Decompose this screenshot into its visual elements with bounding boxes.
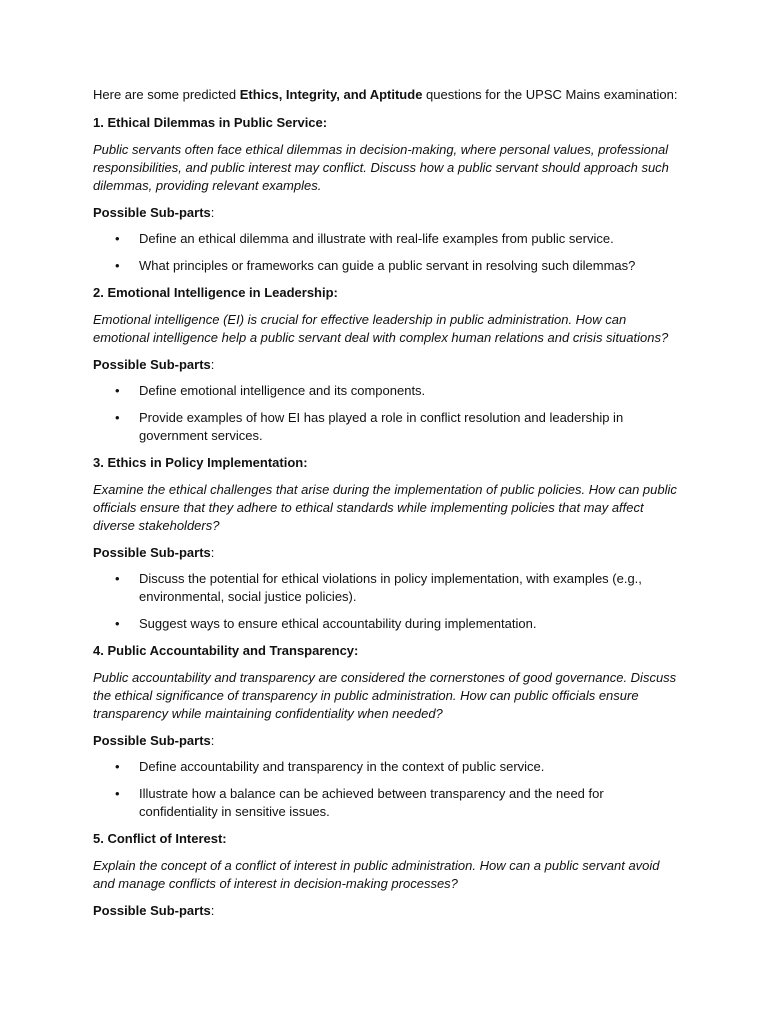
- sub-parts-label: Possible Sub-parts:: [93, 545, 215, 560]
- bullet-icon: •: [115, 258, 120, 273]
- list-item: • Define emotional intelligence and its components.: [115, 383, 426, 398]
- bullet-icon: •: [115, 759, 120, 774]
- question-title: 3. Ethics in Policy Implementation:: [93, 455, 308, 470]
- sub-parts-label: Possible Sub-parts:: [93, 205, 215, 220]
- question-text: Examine the ethical challenges that arise during the implementation of public policies. How can public officials ensure that they adhere to ethical standards while implementing policies that may affect diverse stakeholders?: [93, 482, 677, 533]
- sub-parts-label: Possible Sub-parts:: [93, 733, 215, 748]
- list-item: • Define accountability and transparency in the context of public service.: [115, 759, 545, 774]
- sub-parts-list: [93, 758, 683, 821]
- question-5: [93, 830, 683, 920]
- question-text: Public servants often face ethical dilemmas in decision-making, where personal values, professional responsibilities, and public interest may conflict. Discuss how a public servant should approach such dilemmas, providing relevant examples.: [93, 142, 669, 193]
- list-item: • Define an ethical dilemma and illustrate with real-life examples from public service.: [115, 231, 614, 246]
- bullet-icon: •: [115, 571, 120, 586]
- bullet-icon: •: [115, 786, 120, 801]
- list-item: • Provide examples of how EI has played a role in conflict resolution and leadership in government services.: [115, 410, 624, 443]
- list-item: • Discuss the potential for ethical violations in policy implementation, with examples (e.g., environmental, social justice policies).: [115, 571, 642, 604]
- list-item: • What principles or frameworks can guide a public servant in resolving such dilemmas?: [115, 258, 636, 273]
- intro-text-before: Here are some predicted: [93, 87, 240, 102]
- question-text: Public accountability and transparency are considered the cornerstones of good governance. Discuss the ethical significance of transparency in public administration. How can public officials ensure transparency while maintaining confidentiality when needed?: [93, 670, 677, 721]
- intro-text-bold: Ethics, Integrity, and Aptitude: [239, 87, 423, 102]
- bullet-icon: •: [115, 410, 120, 425]
- sub-parts-label: Possible Sub-parts:: [93, 903, 215, 918]
- question-text: Emotional intelligence (EI) is crucial for effective leadership in public administration. How can emotional intelligence help a public servant deal with complex human relations and crisis situations?: [93, 312, 669, 345]
- list-item: • Illustrate how a balance can be achieved between transparency and the need for confidentiality in sensitive issues.: [115, 786, 604, 819]
- bullet-icon: •: [115, 616, 120, 631]
- sub-parts-label: Possible Sub-parts:: [93, 357, 215, 372]
- question-1: [93, 114, 683, 275]
- document-page: [93, 86, 683, 920]
- sub-parts-list: [93, 230, 683, 275]
- question-title: 1. Ethical Dilemmas in Public Service:: [93, 115, 328, 130]
- question-2: [93, 284, 683, 445]
- intro-paragraph: [93, 86, 683, 104]
- question-title: 5. Conflict of Interest:: [93, 831, 227, 846]
- question-4: [93, 642, 683, 821]
- question-3: [93, 454, 683, 633]
- question-text: Explain the concept of a conflict of interest in public administration. How can a public servant avoid and manage conflicts of interest in decision-making processes?: [93, 858, 660, 891]
- sub-parts-list: [93, 570, 683, 633]
- question-title: 2. Emotional Intelligence in Leadership:: [93, 285, 338, 300]
- intro-text-after: questions for the UPSC Mains examination:: [422, 87, 678, 102]
- list-item: • Suggest ways to ensure ethical accountability during implementation.: [115, 616, 537, 631]
- bullet-icon: •: [115, 231, 120, 246]
- sub-parts-list: [93, 382, 683, 445]
- question-title: 4. Public Accountability and Transparency:: [93, 643, 359, 658]
- bullet-icon: •: [115, 383, 120, 398]
